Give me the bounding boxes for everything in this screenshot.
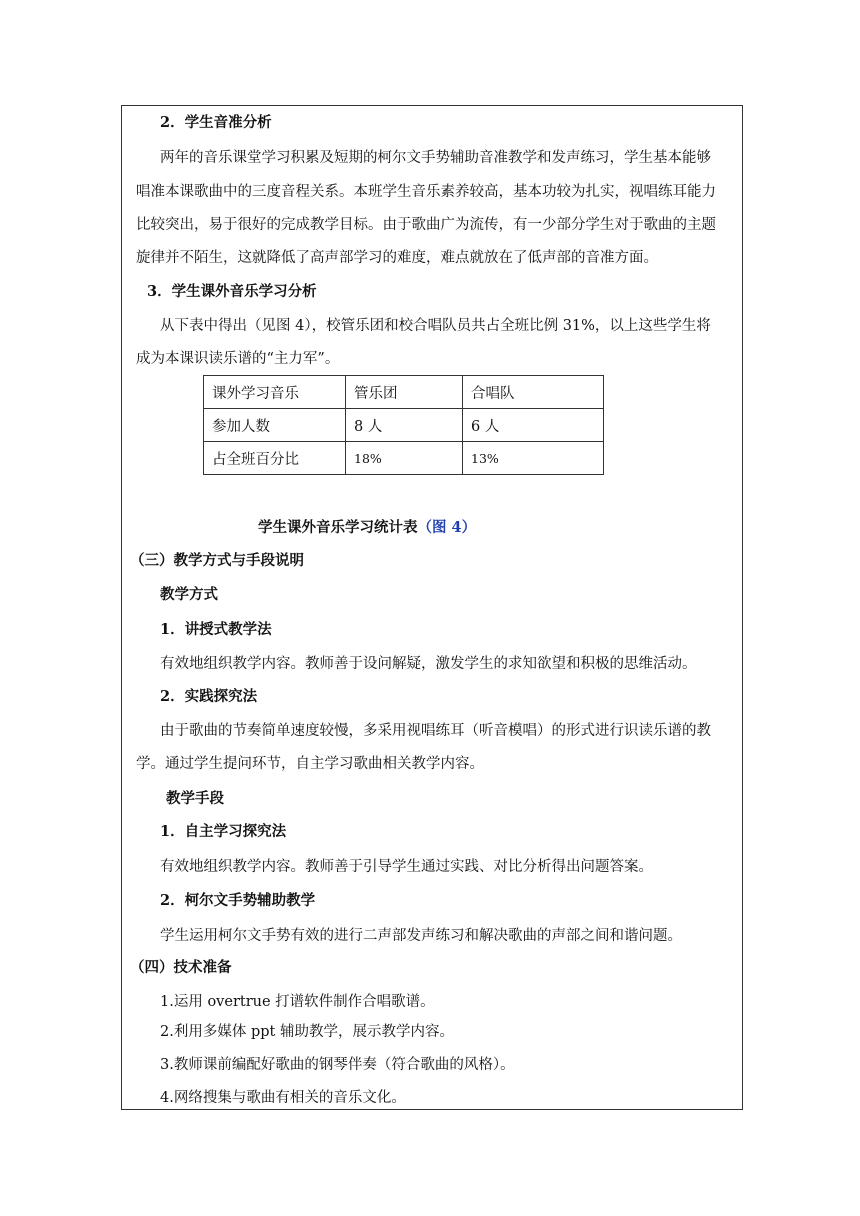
section2-heading: 2．学生音准分析 xyxy=(160,114,272,131)
caption-close: ） xyxy=(461,519,477,536)
means1-heading xyxy=(160,822,286,842)
paragraph-line: 有效地组织教学内容。教师善于设问解疑，激发学生的求知欲望和积极的思维活动。 xyxy=(160,656,697,672)
means-heading: 教学手段 xyxy=(166,790,224,807)
caption-text: 学生课外音乐学习统计表 xyxy=(258,519,418,536)
paragraph-line: 由于歌曲的节奏简单速度较慢，多采用视唱练耳（听音模唱）的形式进行识读乐谱的教 xyxy=(160,723,711,739)
list-item: 3.教师课前编配好歌曲的钢琴伴奏（符合歌曲的风格）。 xyxy=(160,1057,515,1073)
table-row xyxy=(204,442,604,475)
paragraph-line: 比较突出，易于很好的完成教学目标。由于歌曲广为流传，有一少部分学生对于歌曲的主题 xyxy=(136,217,716,233)
paragraph-line: 唱准本课歌曲中的三度音程关系。本班学生音乐素养较高，基本功较为扎实，视唱练耳能力 xyxy=(136,184,716,200)
paragraph-line: 两年的音乐课堂学习积累及短期的柯尔文手势辅助音准教学和发声练习，学生基本能够 xyxy=(160,150,711,166)
table-cell: 课外学习音乐 xyxy=(204,376,346,409)
paragraph-line: 有效地组织教学内容。教师善于引导学生通过实践、对比分析得出问题答案。 xyxy=(160,859,653,875)
paragraph-line: 学生运用柯尔文手势有效的进行二声部发声练习和解决歌曲的声部之间和谐问题。 xyxy=(160,928,682,944)
table-cell: 管乐团 xyxy=(346,376,463,409)
table-cell: 18% xyxy=(346,442,463,475)
section3-heading: 3．学生课外音乐学习分析 xyxy=(147,283,317,300)
table-cell: 8 人 xyxy=(346,409,463,442)
means1-heading-text: 1．自主学习探究法 xyxy=(160,823,287,840)
table-caption xyxy=(258,518,476,538)
paragraph-line: 旋律并不陌生，这就降低了高声部学习的难度，难点就放在了低声部的音准方面。 xyxy=(136,250,658,266)
caption-figure-number: 图 4 xyxy=(432,519,462,536)
paragraph-line: 学。通过学生提问环节，自主学习歌曲相关教学内容。 xyxy=(136,756,484,772)
list-item: 1.运用 overtrue 打谱软件制作合唱歌谱。 xyxy=(160,994,435,1010)
method1-heading-text: 1．讲授式教学法 xyxy=(160,621,272,638)
table-row xyxy=(204,376,604,409)
means2-heading: 2．柯尔文手势辅助教学 xyxy=(160,892,316,909)
table-cell: 6 人 xyxy=(463,409,604,442)
table-row xyxy=(204,409,604,442)
method2-heading: 2．实践探究法 xyxy=(160,688,258,705)
paragraph-line: 从下表中得出（见图 4），校管乐团和校合唱队员共占全班比例 31%，以上这些学生将 xyxy=(160,318,711,334)
methods-heading: 教学方式 xyxy=(160,586,218,603)
paragraph-line: 成为本课识读乐谱的“主力军”。 xyxy=(136,351,340,367)
table-cell: 占全班百分比 xyxy=(204,442,346,475)
table-cell: 参加人数 xyxy=(204,409,346,442)
part4-heading: （四）技术准备 xyxy=(130,959,232,976)
list-item: 4.网络搜集与歌曲有相关的音乐文化。 xyxy=(160,1090,406,1106)
part3-heading: （三）教学方式与手段说明 xyxy=(130,552,304,569)
table-cell: 合唱队 xyxy=(463,376,604,409)
table-cell: 13% xyxy=(463,442,604,475)
method1-heading xyxy=(160,620,272,640)
list-item: 2.利用多媒体 ppt 辅助教学，展示教学内容。 xyxy=(160,1024,454,1040)
caption-open: （ xyxy=(417,519,432,536)
stats-table xyxy=(203,375,604,475)
